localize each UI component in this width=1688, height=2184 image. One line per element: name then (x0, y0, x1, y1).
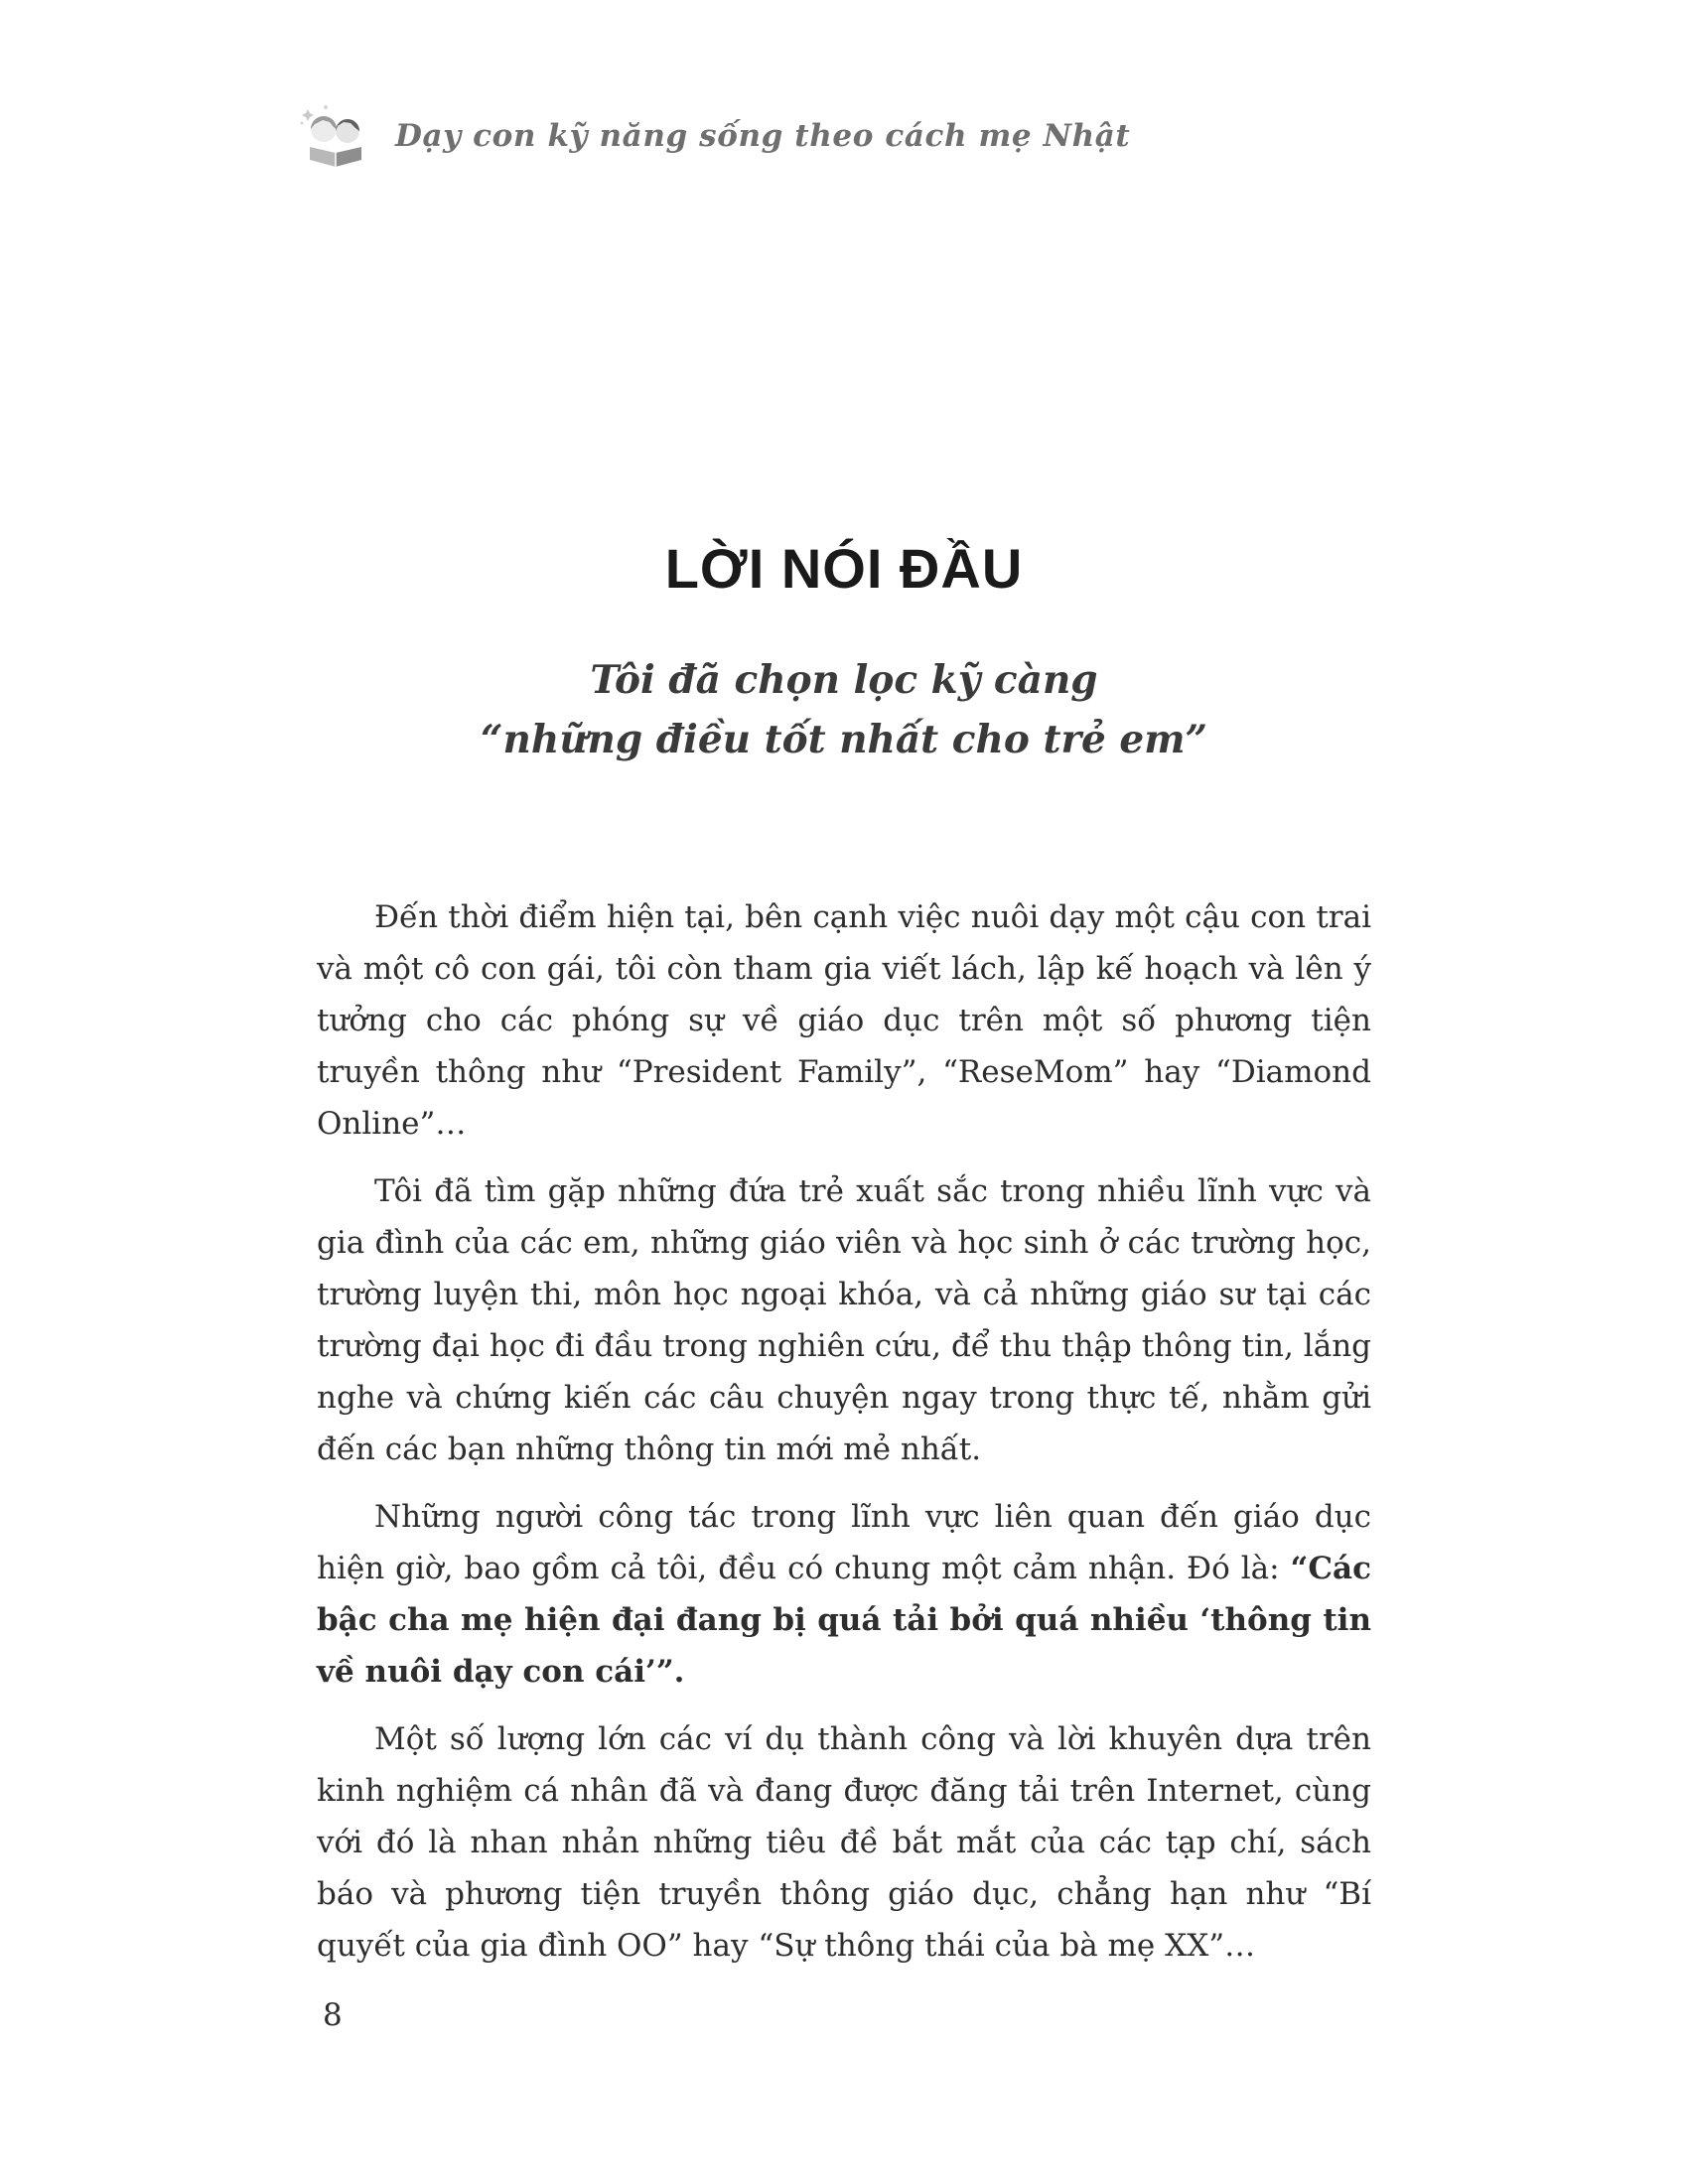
chapter-subtitle-line2: “những điều tốt nhất cho trẻ em” (481, 717, 1207, 763)
paragraph-text: Những người công tác trong lĩnh vực liên quan đến giáo dục hiện giờ, bao gồm cả tôi, đều có chung một cảm nhận. Đó là: (317, 1498, 1371, 1586)
book-title: Dạy con kỹ năng sống theo cách mẹ Nhật (395, 118, 1131, 154)
paragraph (317, 1713, 1371, 1972)
chapter-subtitle (317, 650, 1371, 770)
chapter-content (317, 0, 1371, 1987)
paragraph-text: Đến thời điểm hiện tại, bên cạnh việc nuôi dạy một cậu con trai và một cô con gái, tôi còn tham gia viết lách, lập kế hoạch và lên ý tưởng cho các phóng sự về giáo dục trên một số phương tiện truyền thông như “President Family”, “ReseMom” hay “Diamond Online”… (317, 898, 1371, 1142)
page-number: 8 (323, 1997, 343, 2033)
paragraph (317, 1165, 1371, 1475)
chapter-subtitle-line1: Tôi đã chọn lọc kỹ càng (590, 657, 1098, 703)
paragraph-text: Một số lượng lớn các ví dụ thành công và lời khuyên dựa trên kinh nghiệm cá nhân đã và đang được đăng tải trên Internet, cùng với đó là nhan nhản những tiêu đề bắt mắt của các tạp chí, sách báo và phương tiện truyền thông giáo dục, chẳng hạn như “Bí quyết của gia đình OO” hay “Sự thông thái của bà mẹ XX”… (317, 1720, 1371, 1964)
chapter-title: LỜI NÓI ĐẦU (664, 537, 1024, 600)
paragraph-text: Tôi đã tìm gặp những đứa trẻ xuất sắc trong nhiều lĩnh vực và gia đình của các em, những giáo viên và học sinh ở các trường học, trường luyện thi, môn học ngoại khóa, và cả những giáo sư tại các trường đại học đi đầu trong nghiên cứu, để thu thập thông tin, lắng nghe và chứng kiến các câu chuyện ngay trong thực tế, nhằm gửi đến các bạn những thông tin mới mẻ nhất. (317, 1172, 1371, 1467)
paragraph (317, 891, 1371, 1150)
paragraph (317, 1491, 1371, 1698)
body-paragraphs (317, 891, 1371, 1972)
paragraph-bold-text: “Các bậc cha mẹ hiện đại đang bị quá tải bởi quá nhiều ‘thông tin về nuôi dạy con cái’”. (317, 1550, 1371, 1690)
